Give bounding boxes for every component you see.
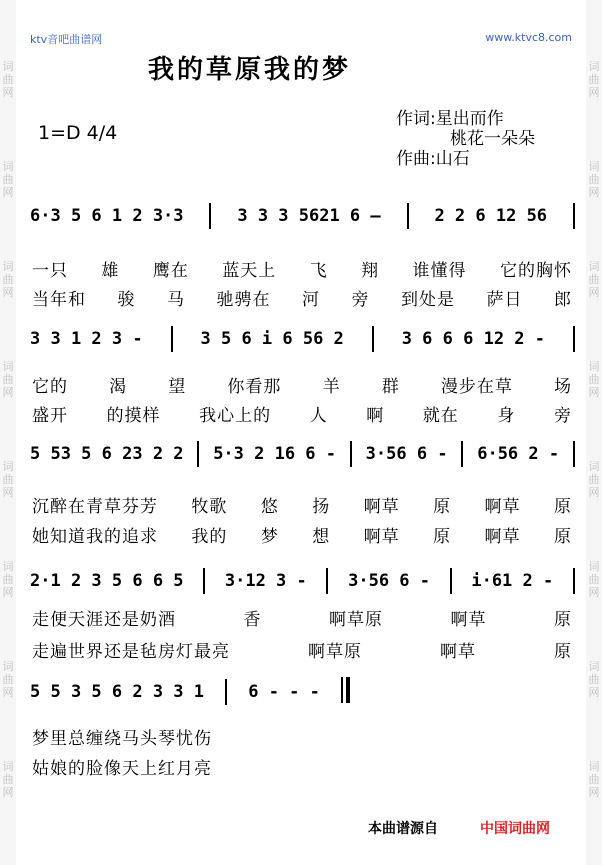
lyric-word: 萨日	[486, 290, 523, 310]
lyric-word: 漫步在草	[440, 377, 513, 397]
lyric-word: 到处是	[401, 290, 455, 310]
bar-line	[203, 568, 205, 594]
lyric-word: 啊草	[363, 497, 400, 517]
lyric-line	[32, 605, 572, 630]
lyric-line	[32, 256, 572, 281]
lyric-word: 人	[309, 406, 328, 426]
lyric-word: 河	[302, 290, 320, 310]
bar-line	[450, 568, 452, 594]
watermark-text: 词曲网	[2, 560, 14, 599]
bar-line	[209, 203, 211, 229]
measure: 6 - - -	[248, 682, 320, 702]
measure: i·61 2 -	[471, 571, 554, 591]
lyric-word: 扬	[312, 497, 331, 517]
lyric-word: 你看那	[227, 377, 282, 397]
lyric-word: 香	[243, 610, 262, 630]
bar-line	[197, 441, 199, 467]
lyric-word: 骏	[117, 290, 136, 310]
lyric-word: 群	[381, 377, 400, 397]
lyric-word: 啊草原	[329, 610, 383, 630]
watermark-text: 词曲网	[2, 360, 14, 399]
lyric-line	[32, 401, 572, 426]
bar-line	[573, 441, 575, 467]
lyric-word: 翔	[361, 261, 380, 281]
watermark-text: 词曲网	[2, 60, 14, 99]
measure: 3·56 6 -	[348, 571, 430, 591]
lyric-word: 原	[553, 527, 572, 547]
measure: 5 5 3 5 6 2 3 3 1	[30, 682, 204, 702]
composer-credit: 作曲:山石	[396, 149, 470, 169]
lyric-word: 马	[167, 290, 185, 310]
lyric-word: 盛开	[32, 406, 68, 426]
measure: 3 5 6 i 6 56 2	[200, 329, 344, 349]
source-site-link[interactable]: 中国词曲网	[480, 821, 550, 837]
lyric-word: 身	[497, 406, 516, 426]
bar-line	[350, 441, 352, 467]
bar-line	[171, 326, 173, 352]
lyric-word: 姑娘的脸像天上红月亮	[32, 759, 212, 779]
lyric-word: 梦里总缠绕马头琴忧伤	[32, 729, 212, 749]
notation-line-4	[30, 567, 575, 595]
bar-line	[461, 441, 463, 467]
lyric-word: 走便天涯还是奶酒	[32, 610, 176, 630]
measure: 2 2 6 12 56	[434, 206, 548, 226]
lyric-word: 走遍世界还是毡房灯最亮	[32, 642, 230, 662]
bar-line	[326, 568, 328, 594]
lyric-word: 啊草	[484, 527, 521, 547]
lyric-line	[32, 285, 572, 310]
lyric-word: 原	[554, 642, 572, 662]
lyric-word: 啊	[366, 406, 385, 426]
lyric-word: 旁	[351, 290, 370, 310]
watermark-text: 词曲网	[588, 660, 600, 699]
measure: 6·3 5 6 1 2 3·3	[30, 206, 184, 226]
measure: 6·56 2 -	[477, 444, 560, 464]
lyric-word: 旁	[553, 406, 572, 426]
lyric-word: 郎	[554, 290, 572, 310]
notation-line-2	[30, 325, 575, 353]
lyric-line	[32, 372, 572, 397]
site-label-left: ktv音吧曲谱网	[30, 33, 103, 46]
lyric-word: 它的	[32, 377, 68, 397]
site-label-right: www.ktvc8.com	[485, 31, 572, 44]
lyric-word: 羊	[322, 377, 341, 397]
source-label: 本曲谱源自	[368, 821, 438, 837]
lyric-word: 啊草	[363, 527, 400, 547]
watermark-text: 词曲网	[588, 160, 600, 199]
watermark-text: 词曲网	[588, 360, 600, 399]
watermark-text: 词曲网	[2, 660, 14, 699]
lyric-word: 我的	[191, 527, 228, 547]
key-signature: 1=D 4/4	[38, 122, 118, 144]
lyric-line	[32, 492, 572, 517]
lyric-word: 驰骋在	[216, 290, 271, 310]
watermark-text: 词曲网	[588, 760, 600, 799]
lyric-word: 渴	[109, 377, 128, 397]
lyric-word: 它的胸怀	[499, 261, 572, 281]
lyric-word: 啊草	[484, 497, 521, 517]
bar-line	[573, 568, 575, 594]
lyric-line	[32, 754, 212, 779]
lyric-line	[32, 724, 212, 749]
measure: 3 3 1 2 3 -	[30, 329, 143, 349]
lyricist-credit: 作词:星出而作	[396, 109, 504, 129]
lyric-word: 沉醉在青草芬芳	[32, 497, 158, 517]
lyric-word: 啊草	[440, 642, 476, 662]
lyric-word: 原	[433, 497, 452, 517]
lyric-word: 悠	[260, 497, 279, 517]
left-watermark-column	[0, 0, 16, 865]
watermark-text: 词曲网	[2, 760, 14, 799]
lyric-word: 想	[312, 527, 331, 547]
lyric-word: 啊草	[450, 610, 487, 630]
watermark-text: 词曲网	[2, 160, 14, 199]
watermark-text: 词曲网	[588, 460, 600, 499]
song-title: 我的草原我的梦	[148, 55, 352, 85]
lyric-word: 我心上的	[199, 406, 272, 426]
lyric-word: 原	[554, 610, 572, 630]
notation-line-1	[30, 202, 575, 230]
bar-line	[372, 326, 374, 352]
lyric-word: 当年和	[32, 290, 86, 310]
lyric-word: 飞	[309, 261, 328, 281]
lyric-word: 一只	[32, 261, 68, 281]
measure: 5 53 5 6 23 2 2	[30, 444, 184, 464]
bar-line	[573, 203, 575, 229]
lyric-word: 蓝天上	[222, 261, 277, 281]
measure: 2·1 2 3 5 6 6 5	[30, 571, 184, 591]
right-watermark-column	[586, 0, 602, 865]
watermark-text: 词曲网	[588, 60, 600, 99]
final-barline	[341, 677, 350, 708]
measure: 5·3 2 16 6 -	[213, 444, 337, 464]
measure: 3·12 3 -	[224, 571, 307, 591]
lyric-line	[32, 522, 572, 547]
lyric-word: 场	[553, 377, 572, 397]
lyric-word: 谁懂得	[412, 261, 467, 281]
lyric-word: 梦	[260, 527, 279, 547]
lyric-word: 原	[433, 527, 452, 547]
lyric-word: 雄	[101, 261, 120, 281]
lyric-line	[32, 637, 572, 662]
lyricist-credit-2: 桃花一朵朵	[450, 129, 535, 149]
watermark-text: 词曲网	[2, 260, 14, 299]
lyric-word: 望	[168, 377, 187, 397]
bar-line	[573, 326, 575, 352]
measure: 3 6 6 6 12 2 -	[401, 329, 545, 349]
lyric-word: 她知道我的追求	[32, 527, 158, 547]
notation-line-5	[30, 678, 350, 706]
lyric-word: 的摸样	[106, 406, 161, 426]
lyric-word: 牧歌	[191, 497, 228, 517]
lyric-word: 就在	[422, 406, 459, 426]
notation-line-3	[30, 440, 575, 468]
measure: 3 3 3 5621 6 —	[237, 206, 381, 226]
lyric-word: 鹰在	[152, 261, 189, 281]
bar-line	[407, 203, 409, 229]
lyric-word: 啊草原	[308, 642, 362, 662]
lyric-word: 原	[553, 497, 572, 517]
bar-line	[225, 679, 227, 705]
watermark-text: 词曲网	[2, 460, 14, 499]
watermark-text: 词曲网	[588, 260, 600, 299]
measure: 3·56 6 -	[365, 444, 448, 464]
watermark-text: 词曲网	[588, 560, 600, 599]
